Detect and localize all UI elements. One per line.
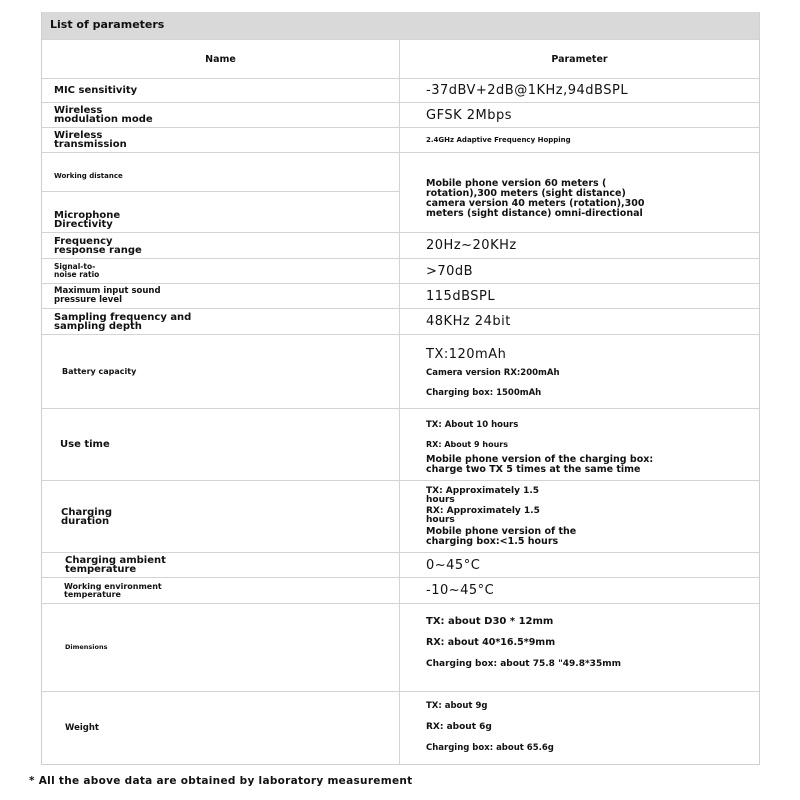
row-name-text: Battery capacity: [62, 367, 137, 376]
table-row: [42, 258, 759, 283]
table-row: [42, 408, 759, 480]
row-value-line: TX: Approximately 1.5: [426, 486, 540, 496]
row-value-text: 115dBSPL: [426, 288, 496, 304]
row-name: [42, 103, 399, 127]
row-name: [42, 604, 399, 691]
row-name: [42, 233, 399, 258]
table-row: [42, 127, 759, 152]
table-row: [42, 577, 759, 603]
row-value: [400, 481, 759, 552]
table-row: [42, 603, 759, 691]
row-value-text: 0~45°C: [426, 557, 481, 573]
row-value-line: Charging box: about 65.6g: [426, 743, 554, 753]
row-name-line: temperature: [64, 589, 121, 599]
row-value-line: charging box:<1.5 hours: [426, 536, 559, 547]
row-value-line: camera version 40 meters (rotation),300: [426, 198, 645, 209]
row-name-line: Frequency: [54, 235, 113, 247]
row-value: [400, 79, 759, 102]
row-value-line: rotation),300 meters (sight distance): [426, 188, 626, 199]
row-name-line: Maximum input sound: [54, 286, 161, 296]
row-value: [400, 604, 759, 691]
row-value-line: RX: about 40*16.5*9mm: [426, 637, 556, 648]
table-row: [42, 308, 759, 334]
row-name-line: Charging ambient: [65, 555, 166, 566]
header-name: Name: [205, 53, 236, 65]
row-name-line: Wireless: [54, 105, 103, 116]
row-value: [400, 233, 759, 258]
row-name-line: Microphone: [54, 210, 121, 221]
row-name-text: Working distance: [54, 172, 123, 180]
row-value: [400, 335, 759, 408]
row-value-line: Mobile phone version of the charging box:: [426, 454, 654, 465]
row-value-line: RX: Approximately 1.5: [426, 506, 540, 516]
row-value: [400, 128, 759, 152]
table-row: [42, 283, 759, 308]
footnote: * All the above data are obtained by laboratory measurement: [29, 775, 413, 787]
row-name: [42, 409, 399, 480]
row-name-text: Dimensions: [65, 643, 108, 651]
row-name-line: pressure level: [54, 295, 123, 305]
row-name: [42, 553, 399, 577]
row-name: [42, 481, 399, 552]
row-name: [42, 578, 399, 603]
parameter-table: [41, 12, 760, 765]
row-value-text: 48KHz 24bit: [426, 314, 511, 329]
row-value-line: Mobile phone version 60 meters (: [426, 178, 607, 189]
row-value: [400, 692, 759, 764]
row-value: [400, 553, 759, 577]
row-value-line: TX: about 9g: [426, 701, 488, 711]
row-name: [42, 335, 399, 408]
row-name-line: Signal-to-: [54, 262, 96, 271]
table-row: [42, 480, 759, 552]
row-name-line: sampling depth: [54, 320, 142, 332]
table-row: [42, 232, 759, 258]
row-value-line: Camera version RX:200mAh: [426, 368, 560, 378]
table-title: List of parameters: [42, 12, 759, 39]
row-value-line: RX: about 6g: [426, 722, 492, 732]
row-value: [400, 409, 759, 480]
table-header-row: [42, 39, 759, 78]
row-value-line: RX: About 9 hours: [426, 440, 508, 449]
row-name-line: Directivity: [54, 219, 113, 230]
row-name-line: transmission: [54, 139, 127, 150]
row-name-text: Weight: [65, 722, 99, 733]
row-name: [42, 128, 399, 152]
row-name-line: Working environment: [64, 581, 162, 591]
row-name-text: Use time: [60, 439, 110, 450]
row-value: [400, 259, 759, 283]
row-spacer: [42, 192, 399, 209]
row-name: [42, 259, 399, 283]
row-value: [400, 309, 759, 334]
row-name: [42, 153, 399, 191]
row-name: [42, 309, 399, 334]
row-value-line: hours: [426, 515, 455, 525]
table-row: [42, 552, 759, 577]
row-value: [400, 103, 759, 127]
row-value-line: charge two TX 5 times at the same time: [426, 464, 641, 475]
row-value-text: 20Hz~20KHz: [426, 238, 517, 253]
row-name: [42, 284, 399, 308]
row-name-text: MIC sensitivity: [54, 85, 138, 96]
row-value: [400, 284, 759, 308]
row-name-line: modulation mode: [54, 114, 153, 125]
row-name-line: Sampling frequency and: [54, 311, 192, 323]
row-value-text: >70dB: [426, 263, 474, 279]
table-row: [42, 691, 759, 764]
row-name-line: temperature: [65, 564, 137, 575]
row-value-line: hours: [426, 495, 455, 505]
row-name: [42, 209, 399, 233]
row-value-line: TX:120mAh: [426, 347, 507, 362]
row-value-text: -37dBV+2dB@1KHz,94dBSPL: [426, 83, 629, 98]
row-name: [42, 79, 399, 102]
row-value: [400, 153, 759, 232]
row-value-line: Charging box: 1500mAh: [426, 388, 542, 398]
row-value-line: TX: about D30 * 12mm: [426, 616, 554, 627]
header-parameter: Parameter: [551, 53, 608, 65]
row-name-line: noise ratio: [54, 270, 100, 279]
row-value-text: 2.4GHz Adaptive Frequency Hopping: [426, 136, 571, 144]
table-row: [42, 334, 759, 408]
row-value-line: meters (sight distance) omni-directional: [426, 208, 643, 219]
row-name-line: Charging: [61, 506, 113, 518]
row-name-line: duration: [61, 515, 110, 527]
row-name: [42, 692, 399, 764]
table-row: [42, 102, 759, 127]
row-name-line: Wireless: [54, 130, 103, 141]
row-value-text: -10~45°C: [426, 583, 495, 598]
table-row: [42, 152, 759, 232]
row-value-line: Mobile phone version of the: [426, 526, 577, 537]
row-name-line: response range: [54, 244, 142, 256]
table-row: [42, 78, 759, 102]
row-value: [400, 578, 759, 603]
row-value-text: GFSK 2Mbps: [426, 107, 512, 123]
row-value-line: TX: About 10 hours: [426, 420, 519, 430]
column-divider: [399, 39, 400, 764]
row-value-line: Charging box: about 75.8 "49.8*35mm: [426, 659, 621, 669]
